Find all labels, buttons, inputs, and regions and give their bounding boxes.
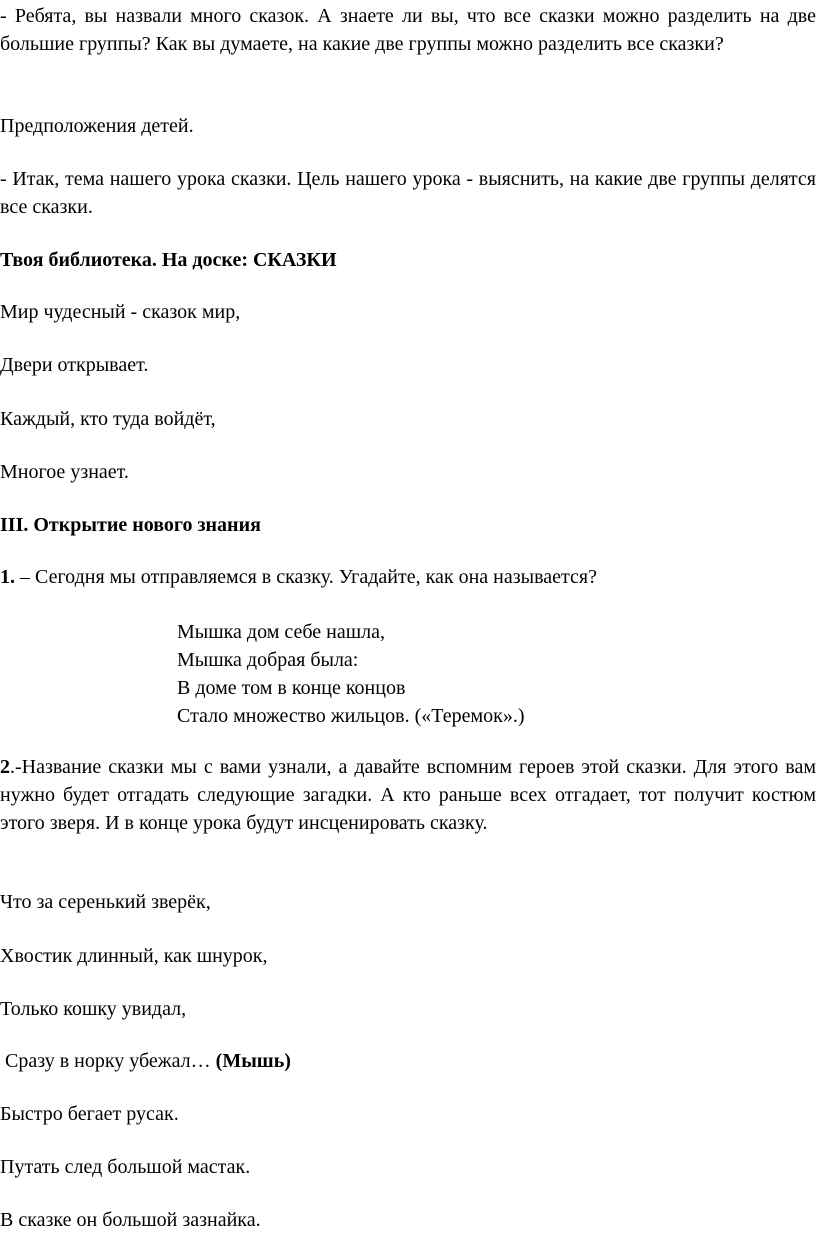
riddle-hare-line-2: Путать след большой мастак. xyxy=(0,1156,251,1178)
riddle-mouse-line-3: Только кошку увидал, xyxy=(0,998,187,1020)
riddle-mouse-line-4 xyxy=(0,1047,816,1075)
poem-line-2: Мышка добрая была: xyxy=(177,649,359,671)
riddle-mouse-line-4-text: Сразу в норку убежал… xyxy=(0,1050,216,1072)
item-2-text: .-Название сказки мы с вами узнали, а давайте вспомним героев этой сказки. Для этого вам нужно будет отгадать следующие загадки. А кто раньше всех отгадает, тот получит костюм этого зверя. И в конце урока будут инсценировать сказку. xyxy=(0,756,816,834)
poem-line-3: В доме том в конце концов xyxy=(177,677,406,699)
item-1-number: 1. xyxy=(0,566,15,588)
item-1-paragraph xyxy=(0,563,816,591)
riddle-mouse-line-1: Что за серенький зверёк, xyxy=(0,891,211,913)
riddle-hare-line-3: В сказке он большой зазнайка. xyxy=(0,1209,261,1231)
poem-line-4: Стало множество жильцов. («Теремок».) xyxy=(177,705,525,727)
riddle-poem xyxy=(177,618,777,730)
item-2-paragraph xyxy=(0,753,816,837)
verse-line-1: Мир чудесный - сказок мир, xyxy=(0,301,241,323)
children-guesses: Предположения детей. xyxy=(0,115,194,137)
poem-line-1: Мышка дом себе нашла, xyxy=(177,621,385,643)
riddle-mouse-line-2: Хвостик длинный, как шнурок, xyxy=(0,945,268,967)
riddle-mouse-answer: (Мышь) xyxy=(215,1050,291,1072)
item-1-text: – Сегодня мы отправляемся в сказку. Угадайте, как она называется? xyxy=(15,566,597,588)
verse-line-3: Каждый, кто туда войдёт, xyxy=(0,408,216,430)
verse-line-2: Двери открывает. xyxy=(0,354,149,376)
verse-line-4: Многое узнает. xyxy=(0,461,129,483)
item-2-number: 2 xyxy=(0,756,10,778)
intro-paragraph: - Ребята, вы назвали много сказок. А знаете ли вы, что все сказки можно разделить на две большие группы? Как вы думаете, на какие две группы можно разделить все сказки? xyxy=(0,5,816,55)
riddle-hare-line-1: Быстро бегает русак. xyxy=(0,1103,179,1125)
library-heading: Твоя библиотека. На доске: СКАЗКИ xyxy=(0,249,337,271)
lesson-topic-paragraph: - Итак, тема нашего урока сказки. Цель нашего урока - выяснить, на какие две группы делятся все сказки. xyxy=(0,168,816,218)
section-heading: III. Открытие нового знания xyxy=(0,514,261,536)
